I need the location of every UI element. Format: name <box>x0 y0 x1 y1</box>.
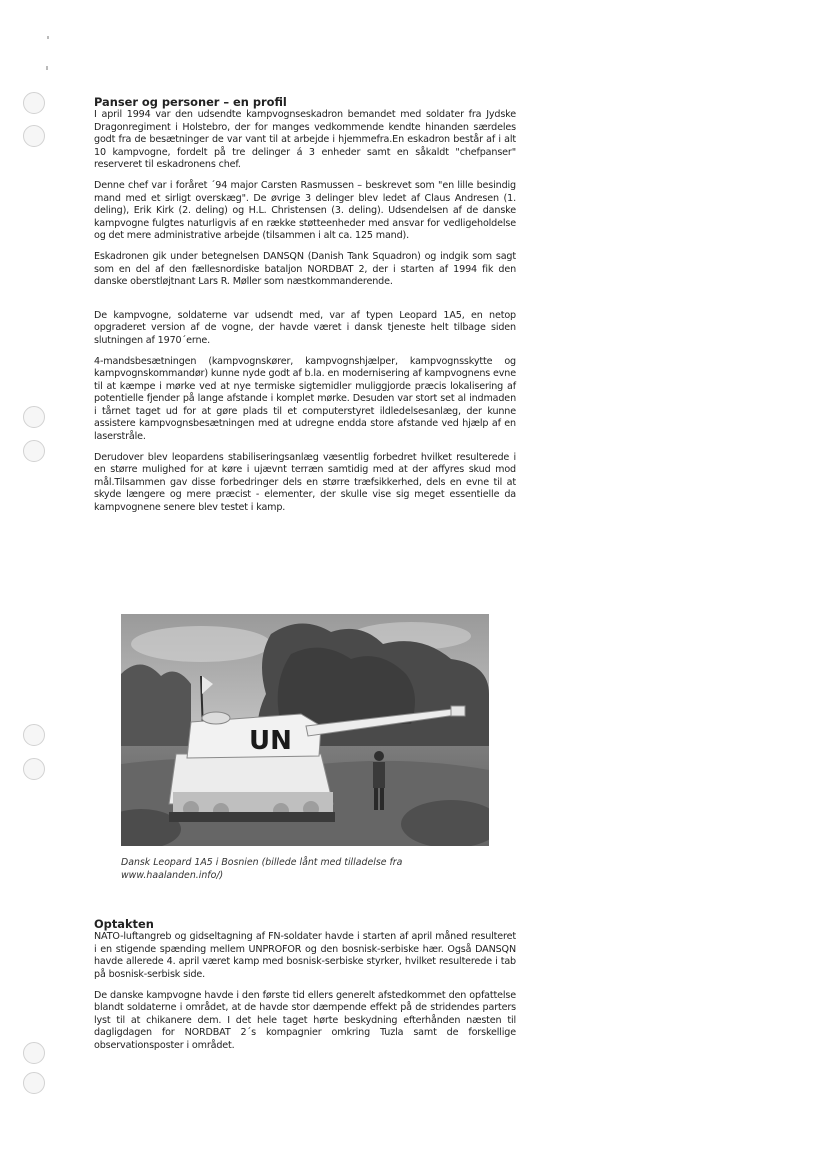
paragraph: Eskadronen gik under betegnelsen DANSQN (Danish Tank Squadron) og indgik som sagt som en del af den fællesnordiske bataljon NORDBAT 2, der i starten af 1994 fik den danske oberstløjtnant Lars R. Møller som næstkommanderende. <box>94 251 516 288</box>
paragraph: 4-mandsbesætningen (kampvognskører, kampvognshjælper, kampvognsskytte og kampvognskommandør) kunne nyde godt af b.la. en modernisering af kampvognens evne til at kæmpe i mørke ved at nye termiske sigtemidler muliggjorde præcis lokalisering af potentielle fjender på lange afstande i komplet mørke. Desuden var stort set al indmaden i tårnet taget ud for at gøre plads til et computerstyret ildledelsesanlæg, der kunne assistere kampvognsbesætningen med at udregne endda store afstande ved hjælp af en laserstråle. <box>94 355 516 442</box>
paragraph: Derudover blev leopardens stabiliseringsanlæg væsentlig forbedret hvilket resulterede i en større mulighed for at køre i ujævnt terræn samtidig med at der affyres skud mod mål.Tilsammen gav disse forbedringer dels en større træfsikkerhed, dels en evne til at skyde længere og mere præcist - elementer, der skulle vise sig meget essentielle da kampvognene senere blev testet i kamp. <box>94 451 516 513</box>
punch-hole <box>23 758 45 780</box>
paragraph: De danske kampvogne havde i den første tid ellers generelt afstedkommet den opfattelse blandt soldaterne i området, at de havde stor dæmpende effekt på de stridendes parters lyst til at chikanere dem. I det hele taget hørte beskydning efterhånden næsten til dagligdagen for NORDBAT 2´s kompagnier omkring Tuzla samt de forskellige observationsposter i området. <box>94 989 516 1051</box>
section-heading: Optakten <box>94 917 154 931</box>
scan-speck <box>46 66 48 70</box>
turret-marking-text: UN <box>249 726 292 756</box>
punch-hole <box>23 1042 45 1064</box>
paragraph: I april 1994 var den udsendte kampvognseskadron bemandet med soldater fra Jydske Dragonregiment i Holstebro, der for manges vedkommende kendte hinanden særdeles godt fra de besætninger de var vant til at arbejde i hjemmefra.En eskadron består af i alt 10 kampvogne, fordelt på tre delinger á 3 enheder samt en såkaldt "chefpanser" reserveret til eskadronens chef. <box>94 109 516 170</box>
scan-speck <box>47 36 49 39</box>
photo-caption: Dansk Leopard 1A5 i Bosnien (billede lånt med tilladelse fra www.haalanden.info/) <box>121 857 403 881</box>
section-profile <box>94 95 516 523</box>
punch-hole <box>23 440 45 462</box>
punch-hole <box>23 125 45 147</box>
punch-hole <box>23 1072 45 1094</box>
paragraph: NATO-luftangreb og gidseltagning af FN-soldater havde i starten af april måned resulteret i en stigende spænding mellem UNPROFOR og den bosnisk-serbiske hær. Også DANSQN havde allerede 4. april været kamp med bosnisk-serbiske styrker, hvilket resulterede i tab på bosnisk-serbisk side. <box>94 931 516 980</box>
tank-photo-illustration <box>121 614 489 846</box>
punch-hole <box>23 406 45 428</box>
section-heading: Panser og personer – en profil <box>94 95 287 109</box>
punch-hole <box>23 92 45 114</box>
section-optakten <box>94 917 516 1061</box>
punch-hole <box>23 724 45 746</box>
paragraph: De kampvogne, soldaterne var udsendt med, var af typen Leopard 1A5, en netop opgraderet version af de vogne, der havde været i dansk tjeneste helt tilbage siden slutningen af 1970´erne. <box>94 309 516 346</box>
paragraph: Denne chef var i foråret ´94 major Carsten Rasmussen – beskrevet som "en lille besindig mand med et sirligt overskæg". De øvrige 3 delinger blev ledet af Claus Andresen (1. deling), Erik Kirk (2. deling) og H.L. Christensen (3. deling). Udsendelsen af de danske kampvogne fulgtes naturligvis af en række støtteenheder med ansvar for vedligeholdelse og det mere administrative arbejde (tilsammen i alt ca. 125 mand). <box>94 180 516 242</box>
tank-photo <box>121 614 489 846</box>
